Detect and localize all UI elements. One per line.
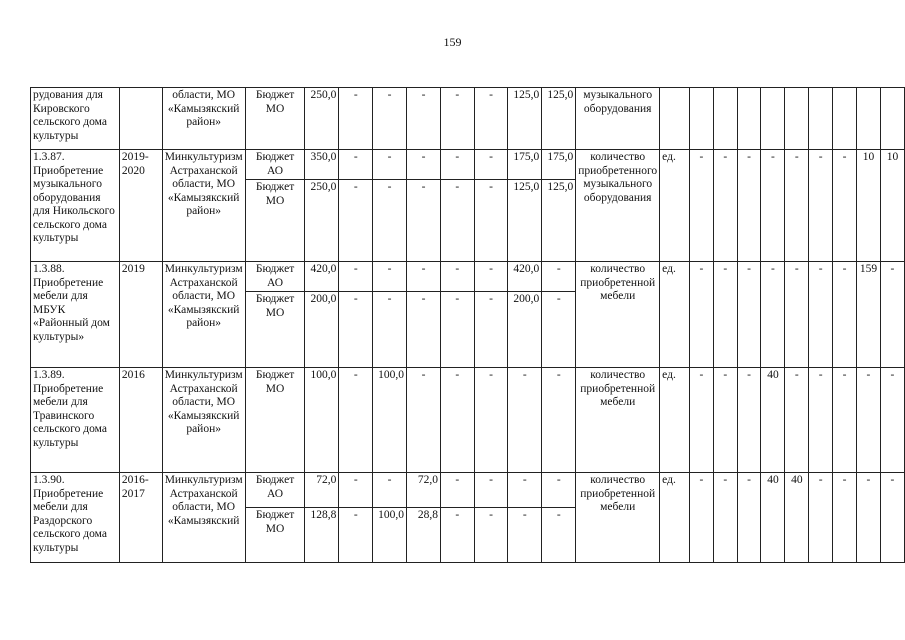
executor-cell: Минкультуризм Астраханской области, МО «Камызякский район» bbox=[162, 262, 245, 368]
year-amount-cell: 28,8 bbox=[407, 508, 441, 563]
indicator-value-cell bbox=[761, 88, 785, 150]
activity-name-cell: 1.3.89. Приобретение мебели для Травинского сельского дома культуры bbox=[31, 368, 120, 473]
year-amount-cell: - bbox=[474, 88, 508, 150]
year-amount-cell: 420,0 bbox=[508, 262, 542, 292]
year-amount-cell: - bbox=[440, 88, 474, 150]
total-amount-cell: 420,0 bbox=[305, 262, 339, 292]
unit-cell: ед. bbox=[660, 473, 690, 563]
year-amount-cell: 125,0 bbox=[542, 180, 576, 262]
indicator-value-cell: - bbox=[713, 473, 737, 563]
indicator-value-cell: - bbox=[785, 150, 809, 262]
year-amount-cell: - bbox=[339, 368, 373, 473]
year-amount-cell: - bbox=[542, 292, 576, 368]
year-amount-cell: - bbox=[542, 473, 576, 508]
year-amount-cell: - bbox=[373, 88, 407, 150]
indicator-value-cell: - bbox=[761, 150, 785, 262]
years-cell bbox=[119, 88, 162, 150]
indicator-cell: количество приобретенного музыкального оборудования bbox=[576, 150, 660, 262]
indicator-value-cell bbox=[809, 88, 833, 150]
funding-source-cell: Бюджет АО bbox=[245, 262, 305, 292]
indicator-value-cell: - bbox=[785, 368, 809, 473]
indicator-value-cell: - bbox=[690, 150, 714, 262]
indicator-value-cell: - bbox=[833, 473, 857, 563]
year-amount-cell: - bbox=[474, 508, 508, 563]
year-amount-cell: - bbox=[474, 368, 508, 473]
year-amount-cell: - bbox=[508, 508, 542, 563]
funding-source-cell: Бюджет МО bbox=[245, 88, 305, 150]
year-amount-cell: - bbox=[474, 150, 508, 180]
indicator-value-cell: - bbox=[713, 262, 737, 368]
executor-cell: Минкультуризм Астраханской области, МО «Камызякский район» bbox=[162, 368, 245, 473]
year-amount-cell: - bbox=[508, 473, 542, 508]
indicator-cell: количество приобретенной мебели bbox=[576, 262, 660, 368]
year-amount-cell: - bbox=[440, 180, 474, 262]
year-amount-cell: - bbox=[440, 473, 474, 508]
year-amount-cell: - bbox=[440, 508, 474, 563]
table-row bbox=[31, 262, 905, 292]
year-amount-cell: - bbox=[542, 262, 576, 292]
indicator-value-cell bbox=[713, 88, 737, 150]
year-amount-cell: - bbox=[373, 262, 407, 292]
total-amount-cell: 350,0 bbox=[305, 150, 339, 180]
year-amount-cell: - bbox=[440, 292, 474, 368]
indicator-value-cell: - bbox=[833, 368, 857, 473]
year-amount-cell: - bbox=[407, 88, 441, 150]
years-cell: 2016-2017 bbox=[119, 473, 162, 563]
indicator-value-cell: - bbox=[833, 262, 857, 368]
funding-source-cell: Бюджет АО bbox=[245, 473, 305, 508]
year-amount-cell: - bbox=[339, 88, 373, 150]
indicator-value-cell: - bbox=[737, 368, 761, 473]
year-amount-cell: 200,0 bbox=[508, 292, 542, 368]
indicator-value-cell bbox=[880, 88, 904, 150]
indicator-value-cell: - bbox=[833, 150, 857, 262]
indicator-value-cell: 40 bbox=[785, 473, 809, 563]
year-amount-cell: 72,0 bbox=[407, 473, 441, 508]
year-amount-cell: - bbox=[474, 262, 508, 292]
year-amount-cell: - bbox=[339, 262, 373, 292]
funding-source-cell: Бюджет МО bbox=[245, 368, 305, 473]
year-amount-cell: - bbox=[440, 150, 474, 180]
indicator-value-cell bbox=[833, 88, 857, 150]
year-amount-cell: - bbox=[373, 473, 407, 508]
indicator-value-cell: - bbox=[690, 473, 714, 563]
indicator-value-cell: - bbox=[809, 150, 833, 262]
funding-source-cell: Бюджет МО bbox=[245, 508, 305, 563]
indicator-value-cell bbox=[856, 88, 880, 150]
executor-cell: Минкультуризм Астраханской области, МО «Камызякский район» bbox=[162, 150, 245, 262]
year-amount-cell: - bbox=[542, 508, 576, 563]
year-amount-cell: - bbox=[407, 262, 441, 292]
year-amount-cell: - bbox=[339, 150, 373, 180]
year-amount-cell: 175,0 bbox=[542, 150, 576, 180]
indicator-value-cell: - bbox=[737, 150, 761, 262]
indicator-value-cell: - bbox=[690, 368, 714, 473]
total-amount-cell: 200,0 bbox=[305, 292, 339, 368]
total-amount-cell: 72,0 bbox=[305, 473, 339, 508]
year-amount-cell: - bbox=[407, 368, 441, 473]
unit-cell bbox=[660, 88, 690, 150]
year-amount-cell: 125,0 bbox=[542, 88, 576, 150]
indicator-value-cell: - bbox=[761, 262, 785, 368]
indicator-value-cell: 40 bbox=[761, 368, 785, 473]
year-amount-cell: - bbox=[440, 368, 474, 473]
year-amount-cell: - bbox=[339, 292, 373, 368]
activity-name-cell: 1.3.87. Приобретение музыкального оборудования для Никольского сельского дома культуры bbox=[31, 150, 120, 262]
year-amount-cell: 100,0 bbox=[373, 368, 407, 473]
year-amount-cell: - bbox=[474, 292, 508, 368]
table-row bbox=[31, 88, 905, 150]
year-amount-cell: 125,0 bbox=[508, 88, 542, 150]
funding-source-cell: Бюджет МО bbox=[245, 180, 305, 262]
indicator-value-cell: - bbox=[880, 368, 904, 473]
year-amount-cell: - bbox=[407, 150, 441, 180]
indicator-value-cell bbox=[785, 88, 809, 150]
total-amount-cell: 128,8 bbox=[305, 508, 339, 563]
years-cell: 2019 bbox=[119, 262, 162, 368]
indicator-value-cell: - bbox=[880, 473, 904, 563]
years-cell: 2019-2020 bbox=[119, 150, 162, 262]
activity-name-cell: рудования для Кировского сельского дома культуры bbox=[31, 88, 120, 150]
year-amount-cell: 175,0 bbox=[508, 150, 542, 180]
indicator-value-cell: - bbox=[809, 262, 833, 368]
program-table bbox=[30, 87, 905, 563]
unit-cell: ед. bbox=[660, 150, 690, 262]
years-cell: 2016 bbox=[119, 368, 162, 473]
table-row bbox=[31, 473, 905, 508]
year-amount-cell: 125,0 bbox=[508, 180, 542, 262]
indicator-value-cell: - bbox=[880, 262, 904, 368]
indicator-value-cell: - bbox=[856, 473, 880, 563]
year-amount-cell: - bbox=[373, 180, 407, 262]
year-amount-cell: - bbox=[542, 368, 576, 473]
indicator-value-cell: 159 bbox=[856, 262, 880, 368]
total-amount-cell: 250,0 bbox=[305, 180, 339, 262]
indicator-value-cell: 10 bbox=[880, 150, 904, 262]
indicator-value-cell: 10 bbox=[856, 150, 880, 262]
indicator-value-cell: - bbox=[690, 262, 714, 368]
year-amount-cell: - bbox=[508, 368, 542, 473]
year-amount-cell: - bbox=[474, 180, 508, 262]
indicator-value-cell: - bbox=[713, 368, 737, 473]
indicator-value-cell: - bbox=[809, 473, 833, 563]
indicator-cell: количество приобретенной мебели bbox=[576, 473, 660, 563]
indicator-value-cell: - bbox=[809, 368, 833, 473]
year-amount-cell: - bbox=[407, 292, 441, 368]
year-amount-cell: - bbox=[474, 473, 508, 508]
unit-cell: ед. bbox=[660, 262, 690, 368]
indicator-value-cell: - bbox=[856, 368, 880, 473]
activity-name-cell: 1.3.90. Приобретение мебели для Раздорского сельского дома культуры bbox=[31, 473, 120, 563]
unit-cell: ед. bbox=[660, 368, 690, 473]
funding-source-cell: Бюджет АО bbox=[245, 150, 305, 180]
indicator-value-cell: - bbox=[737, 473, 761, 563]
year-amount-cell: - bbox=[373, 292, 407, 368]
indicator-value-cell: - bbox=[737, 262, 761, 368]
year-amount-cell: - bbox=[339, 508, 373, 563]
indicator-cell: количество приобретенной мебели bbox=[576, 368, 660, 473]
page-number: 159 bbox=[443, 35, 462, 49]
table-row bbox=[31, 368, 905, 473]
indicator-cell: музыкального оборудования bbox=[576, 88, 660, 150]
table-row bbox=[31, 150, 905, 180]
executor-cell: области, МО «Камызякский район» bbox=[162, 88, 245, 150]
total-amount-cell: 100,0 bbox=[305, 368, 339, 473]
year-amount-cell: - bbox=[407, 180, 441, 262]
table-body bbox=[31, 88, 905, 563]
funding-source-cell: Бюджет МО bbox=[245, 292, 305, 368]
year-amount-cell: - bbox=[373, 150, 407, 180]
year-amount-cell: - bbox=[339, 180, 373, 262]
indicator-value-cell: - bbox=[785, 262, 809, 368]
year-amount-cell: - bbox=[440, 262, 474, 292]
activity-name-cell: 1.3.88. Приобретение мебели для МБУК «Районный дом культуры» bbox=[31, 262, 120, 368]
indicator-value-cell: - bbox=[713, 150, 737, 262]
executor-cell: Минкультуризм Астраханской области, МО «Камызякский bbox=[162, 473, 245, 563]
indicator-value-cell bbox=[690, 88, 714, 150]
year-amount-cell: - bbox=[339, 473, 373, 508]
indicator-value-cell bbox=[737, 88, 761, 150]
year-amount-cell: 100,0 bbox=[373, 508, 407, 563]
indicator-value-cell: 40 bbox=[761, 473, 785, 563]
total-amount-cell: 250,0 bbox=[305, 88, 339, 150]
